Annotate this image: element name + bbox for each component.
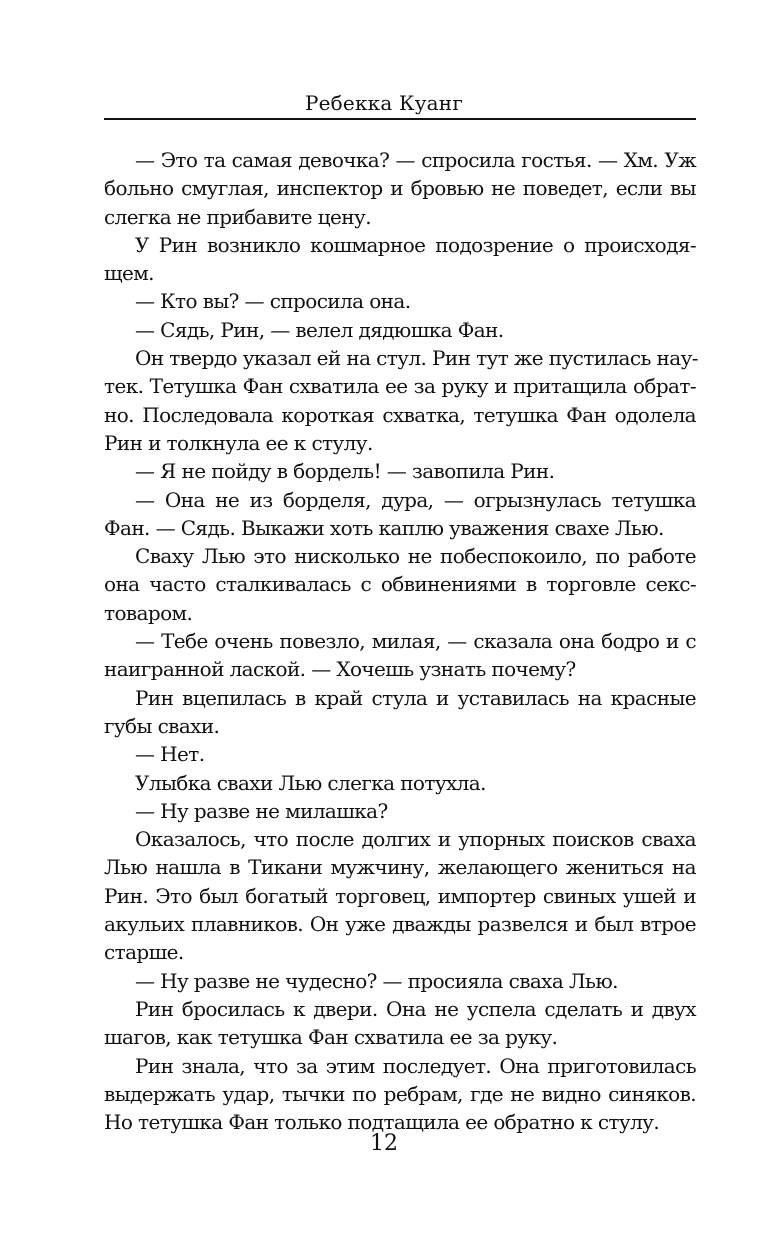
paragraph (104, 231, 696, 288)
paragraph (104, 995, 696, 1052)
running-header-author: Ребекка Куанг (304, 91, 464, 115)
paragraph (104, 769, 696, 797)
text-line: Он твердо указал ей на стул. Рин тут же пустилась нау- (135, 346, 698, 371)
text-line: старше. (104, 940, 184, 965)
text-line: — Сядь, Рин, — велел дядюшка Фан. (135, 317, 504, 342)
text-line: Сваху Лью это нисколько не побеспокоило, по работе (135, 544, 696, 569)
text-line: Лью нашла в Тикани мужчину, желающего жениться на (104, 855, 696, 880)
text-line: выдержать удар, тычки по ребрам, где не видно синяков. (104, 1081, 696, 1106)
paragraph (104, 287, 696, 315)
paragraph (104, 316, 696, 344)
text-line: — Кто вы? — спросила она. (135, 289, 411, 314)
text-line: Рин и толкнула ее к стулу. (104, 430, 373, 455)
text-line: — Она не из борделя, дура, — огрызнулась тетушка (135, 487, 696, 512)
text-line: Улыбка свахи Лью слегка потухла. (135, 770, 486, 795)
paragraph (104, 344, 696, 457)
text-line: Фан. — Сядь. Выкажи хоть каплю уважения свахе Лью. (104, 515, 664, 540)
header-divider (104, 118, 696, 120)
text-line: — Нет. (135, 742, 205, 767)
text-line: Рин бросилась к двери. Она не успела сделать и двух (135, 996, 696, 1021)
text-line: Но тетушка Фан только подтащила ее обратно к стулу. (104, 1110, 660, 1135)
text-line: акульих плавников. Он уже дважды развелся и был втрое (104, 912, 696, 937)
paragraph (104, 486, 696, 543)
page-number: 12 (370, 1131, 398, 1156)
text-line: — Ну разве не чудесно? — просияла сваха Лью. (135, 968, 618, 993)
paragraph (104, 797, 696, 825)
text-line: Оказалось, что после долгих и упорных поисков сваха (135, 827, 696, 852)
body-text (104, 146, 696, 1136)
paragraph (104, 457, 696, 485)
text-line: товаром. (104, 600, 193, 625)
paragraph (104, 684, 696, 741)
text-line: слегка не прибавите цену. (104, 204, 371, 229)
paragraph (104, 146, 696, 231)
text-line: — Тебе очень повезло, милая, — сказала она бодро и с (135, 629, 696, 654)
text-line: — Это та самая девочка? — спросила гостья. — Хм. Уж (135, 148, 696, 172)
paragraph (104, 740, 696, 768)
text-line: больно смуглая, инспектор и бровью не поведет, если вы (104, 176, 696, 201)
text-line: У Рин возникло кошмарное подозрение о происходя- (135, 232, 696, 257)
text-line: тек. Тетушка Фан схватила ее за руку и притащила обрат- (104, 374, 696, 399)
text-line: щем. (104, 261, 154, 286)
text-line: губы свахи. (104, 713, 220, 738)
text-line: — Ну разве не милашка? (135, 798, 388, 823)
text-line: — Я не пойду в бордель! — завопила Рин. (135, 459, 555, 484)
text-line: шагов, как тетушка Фан схватила ее за руку. (104, 1025, 558, 1050)
text-line: Рин знала, что за этим последует. Она приготовилась (135, 1053, 696, 1078)
paragraph (104, 1052, 696, 1137)
paragraph (104, 825, 696, 966)
text-line: Рин вцепилась в край стула и уставилась на красные (135, 685, 696, 710)
text-line: но. Последовала короткая схватка, тетушка Фан одолела (104, 402, 696, 427)
text-line: Рин. Это был богатый торговец, импортер свиных ушей и (104, 883, 696, 908)
paragraph (104, 967, 696, 995)
text-line: она часто сталкивалась с обвинениями в торговле секс- (104, 572, 696, 597)
text-line: наигранной лаской. — Хочешь узнать почему? (104, 657, 576, 682)
paragraph (104, 627, 696, 684)
paragraph (104, 542, 696, 627)
